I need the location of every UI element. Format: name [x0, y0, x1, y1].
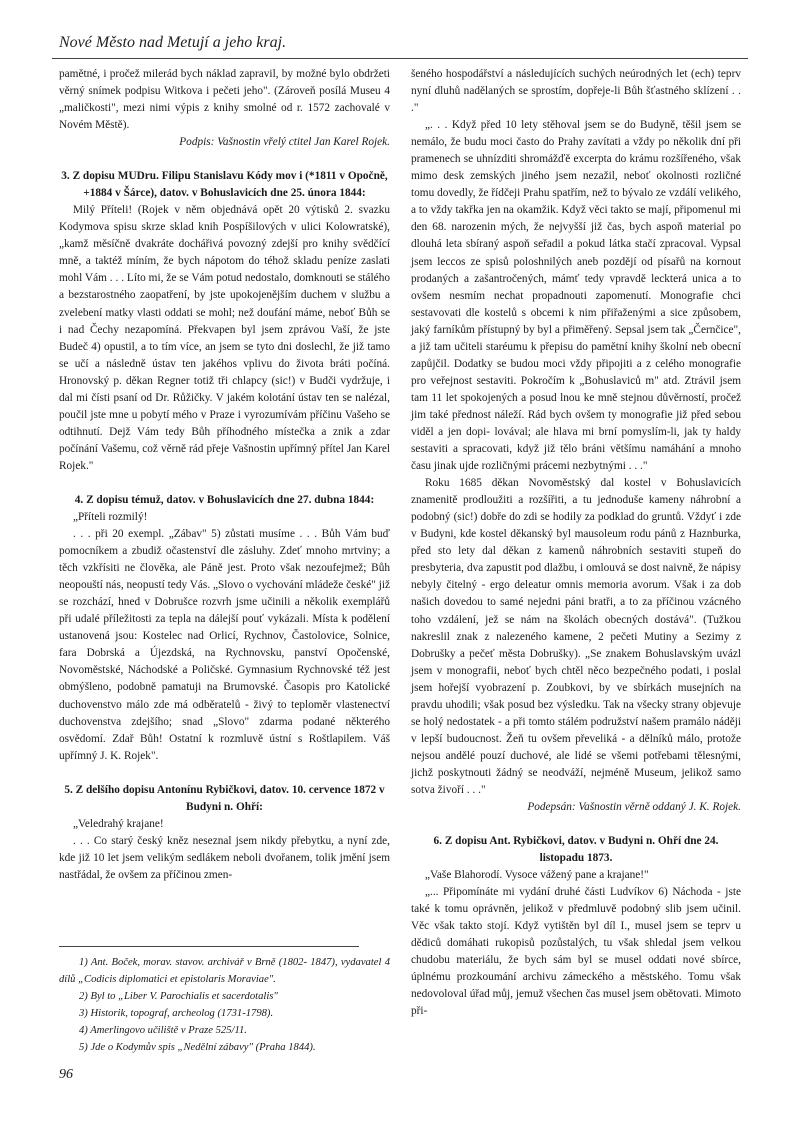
footnote: 5) Jde o Kodymův spis „Nedělní zábavy" (Praha 1844).	[79, 1042, 316, 1053]
signature: Podpis: Vašnostin vřelý ctitel Jan Karel Rojek.	[179, 136, 390, 149]
paragraph: . . . při 20 exempl. „Zábav" 5) zůstati musíme . . . Bůh Vám buď pomocníkem a zbudiž očastenství dle zásluhy. Zdeť mnoho mrtviny; a těch vzkřísiti ne člověka, ale Páně jest. Proto však nezoufejmež; Bůh neopouští nás, neopustí tedy Vás. „Slovo o vychování mládeže české" již se rozchází, hned v Dobrušce rozvrh jsme učinili a několik exemplářů při udalé příležitosti za tepla na dálejší pouť vykázali. Místa k podělení ustanovená jsou: Kostelec nad Orlicí, Rychnov, Častolovice, Solnice, fara Dobrská a Újezdská, na Rychnovsku, panství Opočenské, Novoměstské, Náchodské a Poličské. Gymnasium Rychnovské též jest obmýšleno, podobně pamatuji na Brumovské. Časopis pro Katolické duchovenstvo málo zde má odběratelů - živý to teploměr vlastenectví duchovenstva zdejšího; snad „Slovo" zdarma podané některého osvědomí. Zdař Bůh! Ostatní k rozmluvě ústní s Roštlapilem. Váš upřímný J. K. Rojek".	[59, 528, 390, 762]
running-head: Nové Město nad Metují a jeho kraj.	[59, 34, 287, 51]
section-heading-5: 5. Z delšího dopisu Antonínu Rybičkovi, datov. 10. cervence 1872 v Budyni n. Ohří:	[64, 783, 385, 813]
footnotes	[59, 946, 390, 1056]
salutation: „Veledrahý krajane!	[73, 817, 164, 830]
footnote: 2) Byl to „Liber V. Parochialis et sacerdotalis"	[79, 991, 278, 1002]
footnote: 3) Historik, topograf, archeolog (1731-1798).	[79, 1008, 274, 1019]
page-number: 96	[59, 1067, 73, 1082]
paragraph: „... Připomínáte mi vydání druhé části Ludvíkov 6) Náchoda - jste také k tomu oprávněn, jelikož v předmluvě podobný slib jsem učinil. Věc však takto stojí. Když vytištěn byl díl I., musel jsem se teprv u dědiců domáhati rukopisů pozůstalých, tu však shledal jsem velkou chudobu materiálu, že bych sám byl se musel oddati nové sbírce, úplnému prozkoumání archivu zámeckého a městského. Tomu však nedovoloval úřad můj, jemuž všechen čas musel jsem obětovati. Mimoto při-	[411, 886, 741, 1018]
paragraph: . . . Co starý český kněz neseznal jsem nikdy přebytku, a nyní zde, kde již 10 let jsem velikým sedlákem neboli dvořanem, tolik jmění jsem nastřádal, že ovšem za příčinou zmen-	[59, 834, 390, 881]
signature: Podepsán: Vašnostin věrně oddaný J. K. Rojek.	[527, 801, 741, 814]
section-heading-6: 6. Z dopisu Ant. Rybičkovi, datov. v Budyni n. Ohří dne 24. listopadu 1873.	[433, 835, 719, 865]
paragraph: pamětné, i pročež milerád bych náklad zapravil, by možné bylo obdržeti věrný snímek podpisu Witkova i pečeti jeho". (Zároveň posílá Museu 4 „maličkosti", mezi nimi výpis z knihy smolné od r. 1572 zachovalé v Novém Městě).	[59, 68, 390, 132]
paragraph: šeného hospodářství a následujících suchých neúrodných let (ech) teprv nyní dluhů nadělaných se sprostím, dopřeje-li Bůh šťastného sklízení . . ."	[411, 68, 741, 115]
section-heading-4: 4. Z dopisu témuž, datov. v Bohuslavicích dne 27. dubna 1844:	[74, 493, 375, 506]
footnote: 4) Amerlingovo učiliště v Praze 525/11.	[79, 1025, 247, 1036]
left-column	[59, 66, 390, 884]
salutation: „Vaše Blahorodí. Vysoce vážený pane a krajane!"	[425, 869, 649, 882]
salutation: „Příteli rozmilý!	[73, 510, 148, 523]
paragraph: „. . . Když před 10 lety stěhoval jsem se do Budyně, těšil jsem se nemálo, že budu moci často do Prahy zavítati a vždy po několik dní při pramenech se uhnízditi shromážďě excerpta do krámu rozšířeného, však mimo desk zemských jiného jsem nezažil, neboť okolnosti rozličné tomu dovedly, že řídčeji Prahu spatřím, než to bývalo ze vzdálí velikého, a to vždy takřka jen na okamžik. Když věci takto se mají, připomenul mi den 68. narozenin mých, že nejvyšší již čas, bych aspoň material po dlouhá leta sbíraný aspoň seřadil a pokud látka stačí zpracoval. Vypsal jsem leccos ze spisů poloshnilých aneb pozdějí od písařů na kornout prodaných a zašantročených, mámť tedy vpravdě leckterá unica a to ovšem nesmím nechat propadnouti zapomenutí. Monografie chci sestavovati dle kostelů s obcemi k nim přiřaženými a sice způsobem, jaký farníkům přístupný by byl a přiměřený. Sepsal jsem tak „Černčice", a již tam učiteli staréumu k přepisu do pamětní knihy školní neb obecní zapůjčil. Dodatky se budou moci vždy připojiti a z celého monografie pro veřejnost sestaviti. Pokročím k „Bohuslaviců m" atd. Ztrávil jsem tam 11 let spokojených a posud lnou ke mně stejnou důvěrností, pročež jim také přednost náleží. Rád bych ovšem ty monografie již před sebou viděl a jen dopi- lovával; ale hlava mi brní pomyslím-li, jak ty haldy sestaviti a spracovati, když již tělo bráni většímu namáhání a mnoho času jinak ujde rozličnými prácemi nezbytnými . . ."	[411, 119, 741, 473]
footnote-rule	[59, 946, 359, 947]
header-rule	[52, 58, 748, 59]
paragraph: Roku 1685 děkan Novoměstský dal kostel v Bohuslavicích znamenitě prodloužiti a rozšířiti, a tu jednoduše kameny náhrobní a podobný (sic!) dobře do zdi se hodily za podklad do gruntů. Vždyť i zde v Budyni, kde kostel děkanský byl mausoleum rodu pánů z Haznburka, před sto lety dal děkan z kamenů náhrobních sestaviti stupeň do presbyteria, dva zapustit pod dlažbu, i omlouvá se dost naivně, že nápisy nebyly čitelný - ergo deleatur omnis memoria avorum. Však i za dob našich dovedou to samé nejedni páni bratři, a to za příčinou vzácného toho vzdálení, jež se nám na školách obecných dostává". (Tužkou nakreslil znak z nalezeného kamene, 2 pečeti Mutiny a Sezimy z Dobrušky a pečeť města Dobrušky). „Se znakem Bohuslavským uvázl jsem v monografii, neboť bych chtěl něco bezpečného podati, i poslal jsem hořejší vyobrazení p. Zoubkovi, by ve sbírkách musejních na pravdu uhodili; však posud bez výsledku. Tak na všecky strany objevuje se holý nedostatek - a při tomto stálém podružství našem pramálo náději v lepší budoucnost. Žeň tu ovšem převeliká - a dělníků málo, protože nejsou andělé pouzí duchové, ale lidé se všemi potřebami tělesnými, jichž poskytnouti žádný se neodváží, nejméně Museum, jelikož samo sotva živoří . . ."	[411, 477, 741, 796]
footnote: 1) Ant. Boček, morav. stavov. archivář v Brně (1802- 1847), vydavatel 4 dílů „Codicis diplomatici et epistolaris Moraviae".	[59, 957, 390, 985]
right-column	[411, 66, 741, 1020]
paragraph: Milý Příteli! (Rojek v něm objednává opět 20 výtisků 2. svazku Kodymova spisu skrze sklad knih Pospíšilových v ulici Kolowratské), „kamž měsíčně dvakráte dochářivá povozný zdejší pro knihy svědčící mně, a taktéž míním, že bych nápotom do téhož skladu peníze zaslati mohl Vám . . . Líto mi, že se Vám potud nedostalo, domknouti se stálého a bezstarostného zaopatření, by jste upokojenějším duchem v službu a zvelebení matky vlasti oddati se mohl; než doufání máme, neboť Bůh se i nad Čechy nezapomíná. Překvapen byl jsem zprávou Vaší, že jste Budeč 4) opustil, a to tím více, an jsem se tyto dni doslechl, že již tamo se učí a následně ústav ten jakéhos vplivu do života bráti počíná. Hronovský p. děkan Regner totiž tři chlapcy (sic!) v Budči vydržuje, i dal mi čísti psaní od Dr. Růžičky. V jakém kolotání ústav ten se nalézal, poučil jste mne u pobytí mého v Praze i vyrozumívám příčinu Vašeho se odtihnutí. Dejž Vám tedy Bůh příhodného místečka a znik a zdar počínání Vašemu, což věrně rád přeje Vašnostin upřímný přítel Jan Karel Rojek."	[59, 204, 390, 472]
section-heading-3: 3. Z dopisu MUDru. Filipu Stanislavu Kódy mov i (*1811 v Opočně, +1884 v Šárce), datov. v Bohuslavicích dne 25. února 1844:	[61, 170, 388, 200]
